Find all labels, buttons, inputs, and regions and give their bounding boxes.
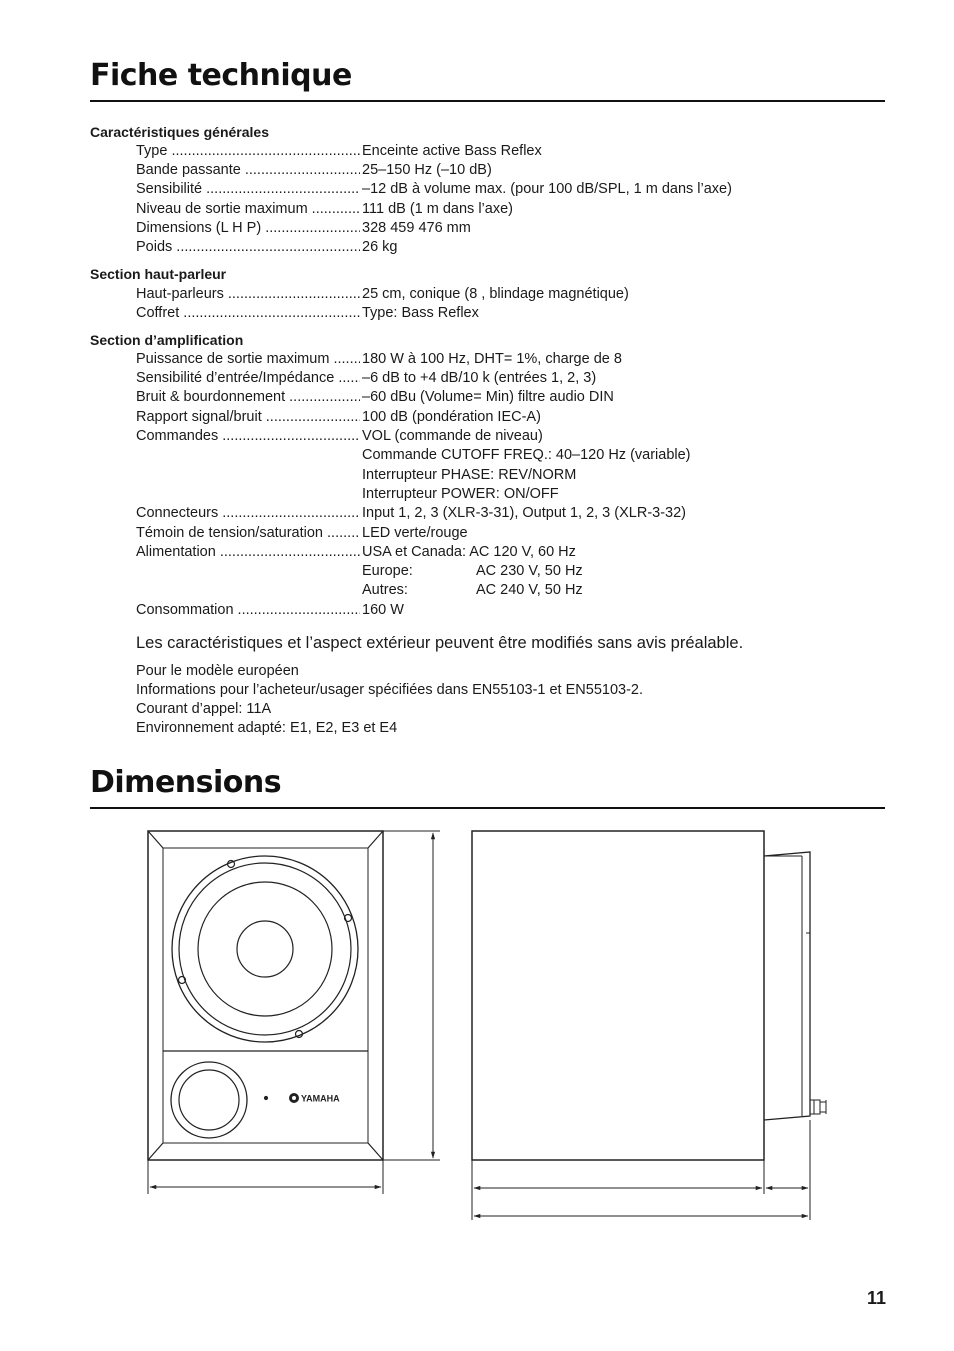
yamaha-logo (289, 1093, 340, 1104)
spec-value: Input 1, 2, 3 (XLR-3-31), Output 1, 2, 3 (XLR-3-32) (362, 505, 686, 521)
modification-notice: Les caractéristiques et l’aspect extérieur peuvent être modifiés sans avis préalable. (136, 634, 744, 652)
rear-panel (764, 852, 810, 1120)
spec-label: Type ..... (136, 143, 360, 159)
woofer (172, 856, 358, 1042)
spec-label: Alimentation ..... (136, 544, 360, 560)
side-cabinet-outline (472, 831, 764, 1160)
eu-info-line: Environnement adapté: E1, E2, E3 et E4 (136, 720, 398, 736)
spec-label: Coffret ..... (136, 305, 360, 321)
front-cabinet-outline (148, 831, 383, 1160)
spec-value: 328 459 476 mm (362, 220, 471, 236)
section-title-speaker: Section haut-parleur (90, 266, 227, 282)
eu-info-line: Pour le modèle européen (136, 663, 299, 679)
eu-info-line: Courant d’appel: 11A (136, 701, 272, 717)
spec-value: Enceinte active Bass Reflex (362, 143, 542, 159)
spec-value: LED verte/rouge (362, 525, 468, 541)
spec-label: Connecteurs ..... (136, 505, 360, 521)
svg-text:YAMAHA: YAMAHA (301, 1093, 340, 1104)
spec-value: Type: Bass Reflex (362, 305, 479, 321)
spec-value: 160 W (362, 602, 404, 618)
power-led (265, 1097, 268, 1100)
spec-label: Bruit & bourdonnement ..... (136, 389, 360, 405)
page-title-fiche-technique: Fiche technique (90, 58, 352, 93)
spec-continuation: Commande CUTOFF FREQ.: 40–120 Hz (variable) (362, 447, 691, 463)
spec-label: Niveau de sortie maximum ..... (136, 201, 360, 217)
spec-value: –6 dB to +4 dB/10 k (entrées 1, 2, 3) (362, 370, 597, 386)
front-dimension-lines (148, 831, 440, 1194)
alim-region: Europe: (362, 563, 413, 579)
spec-label: Sensibilité ..... (136, 181, 360, 197)
spec-value: 111 dB (1 m dans l’axe) (362, 201, 513, 217)
alim-spec: AC 240 V, 50 Hz (476, 582, 583, 598)
spec-label: Haut-parleurs ..... (136, 286, 360, 302)
spec-value: –12 dB à volume max. (pour 100 dB/SPL, 1 m dans l’axe) (362, 181, 732, 197)
alim-region: Autres: (362, 582, 408, 598)
front-view (148, 831, 383, 1160)
spec-label: Poids ..... (136, 239, 360, 255)
spec-value: 25–150 Hz (–10 dB) (362, 162, 492, 178)
spec-label: Consommation ..... (136, 602, 360, 618)
spec-value: 180 W à 100 Hz, DHT= 1%, charge de 8 (362, 351, 622, 367)
spec-label: Sensibilité d’entrée/Impédance ..... (136, 370, 360, 386)
spec-label: Commandes ..... (136, 428, 360, 444)
page-number: 11 (866, 1288, 886, 1308)
alim-spec: AC 230 V, 50 Hz (476, 563, 583, 579)
spec-value: –60 dBu (Volume= Min) filtre audio DIN (362, 389, 614, 405)
spec-value: 25 cm, conique (8 , blindage magnétique) (362, 286, 629, 302)
spec-value: 100 dB (pondération IEC-A) (362, 409, 541, 425)
spec-label: Dimensions (L H P) ..... (136, 220, 360, 236)
rear-connector (810, 1100, 826, 1114)
spec-label: Témoin de tension/saturation ..... (136, 525, 360, 541)
section-title-amplification: Section d’amplification (90, 332, 244, 348)
eu-info-line: Informations pour l’acheteur/usager spécifiées dans EN55103-1 et EN55103-2. (136, 682, 643, 698)
spec-continuation: Interrupteur PHASE: REV/NORM (362, 467, 577, 483)
side-view (472, 831, 826, 1160)
spec-label: Puissance de sortie maximum ..... (136, 351, 360, 367)
spec-label: Bande passante ..... (136, 162, 360, 178)
spec-value: VOL (commande de niveau) (362, 428, 543, 444)
section-title-general: Caractéristiques générales (90, 124, 269, 140)
page-title-dimensions: Dimensions (90, 765, 282, 800)
bass-reflex-port (171, 1062, 247, 1138)
spec-value: 26 kg (362, 239, 398, 255)
spec-value: USA et Canada: AC 120 V, 60 Hz (362, 544, 576, 560)
side-dimension-lines (472, 1120, 810, 1220)
spec-label: Rapport signal/bruit ..... (136, 409, 360, 425)
spec-continuation: Interrupteur POWER: ON/OFF (362, 486, 559, 502)
